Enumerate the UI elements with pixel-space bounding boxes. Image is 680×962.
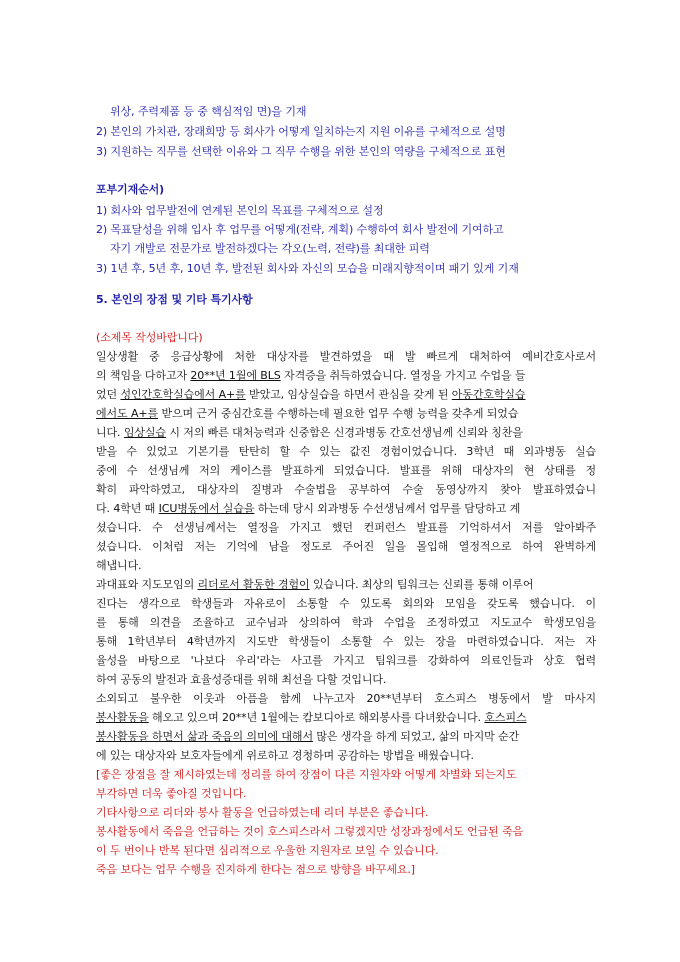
feedback-line: 봉사활동에서 죽음을 언급하는 것이 호스피스라서 그렇겠지만 성장과정에서도 언급된 죽음 [96,825,524,838]
p1-line: 에서도 A+를 받으며 근거 중심간호를 수행하는데 필요한 업무 수행 능력을 갖추게 되었습 [96,407,519,420]
pledge-title: 포부기재순서) [96,183,165,196]
p1-line: 다. 4학년 때 ICU병동에서 실습을 하는데 당시 외과병동 수선생님께서 업무를 담당하고 계 [96,502,521,515]
sec4-item2: 2) 본인의 가치관, 장래희망 등 회사가 어떻게 일치하는지 지원 이유를 구체적으로 설명 [96,125,506,138]
pledge-item3: 3) 1년 후, 5년 후, 10년 후, 발전된 회사와 자신의 모습을 미래지향적이며 패기 있게 기재 [96,262,519,275]
p3-line: 에 있는 대상자와 보호자들에게 위로하고 경청하며 공감하는 방법을 배웠습니다. [96,749,474,762]
p2-line: 를 통해 의견을 조율하고 교수님과 상의하여 학과 수업을 조정하였고 지도교수 학생모임을 [96,616,596,629]
p2-line: 하여 공동의 발전과 효율성증대를 위해 최선을 다할 것입니다. [96,673,387,686]
p1-line: 셨습니다. 이처럼 저는 기억에 남을 정도로 주어진 일을 몰입해 열정적으로 하여 완벽하게 [96,540,596,553]
p1-line: 니다. 임상실습 시 저의 빠른 대처능력과 신중함은 신경과병동 간호선생님께 신뢰와 칭찬을 [96,426,523,439]
sec4-item3: 3) 지원하는 직무를 선택한 이유와 그 직무 수행을 위한 본인의 역량을 구체적으로 표현 [96,145,506,158]
p1-line: 확히 파악하였고, 대상자의 질병과 수술법을 공부하여 수술 동영상까지 찾아 발표하였습니 [96,483,596,496]
feedback-line: [좋은 장점을 잘 제시하였는데 정리를 하여 장점이 다른 지원자와 어떻게 차별화 되는지도 [96,768,517,781]
sec5-title: 5. 본인의 장점 및 기타 특기사항 [96,293,253,306]
sec5-subtitle: (소제목 작성바랍니다) [96,331,203,344]
pledge-item1: 1) 회사와 업무발전에 연계된 본인의 목표를 구체적으로 설정 [96,204,384,217]
p2-line: 율성을 바탕으로 '나보다 우리'라는 사고를 가지고 팀워크를 강화하여 의료인들과 상호 협력 [96,654,596,667]
p2-line: 진다는 생각으로 학생들과 자유로이 소통할 수 있도록 회의와 모임을 갖도록 했습니다. 이 [96,597,596,610]
p3-line: 봉사활동을 해오고 있으며 20**년 1월에는 캄보디아로 해외봉사를 다녀왔습니다. 호스피스 [96,711,527,724]
p2-line: 과대표와 지도모임의 리더로서 활동한 경험이 있습니다. 최상의 팀워크는 신뢰를 통해 이루어 [96,578,534,591]
feedback-line: 부각하면 더욱 좋아질 것입니다. [96,787,247,800]
p1-line: 받을 수 있었고 기본기를 탄탄히 할 수 있는 값진 경험이었습니다. 3학년 때 외과병동 실습 [96,445,596,458]
pledge-item2-continued: 자기 개발로 전문가로 발전하겠다는 각오(노력, 전략)를 최대한 피력 [110,242,430,255]
p3-line: 소외되고 불우한 이웃과 아픔을 함께 나누고자 20**년부터 호스피스 병동에서 발 마사지 [96,692,596,705]
p3-line: 봉사활동을 하면서 삶과 죽음의 의미에 대해서 많은 생각을 하게 되었고, 삶의 마지막 순간 [96,730,520,743]
feedback-line: 이 두 번이나 반복 된다면 심리적으로 우울한 지원자로 보일 수 있습니다. [96,844,439,857]
p1-line: 해냅니다. [96,559,142,572]
p1-line: 었던 성인간호학실습에서 A+를 받았고, 임상실습을 하면서 관심을 갖게 된 아동간호학실습 [96,388,526,401]
p1-line: 일상생활 중 응급상황에 처한 대상자를 발견하였을 때 발 빠르게 대처하여 예비간호사로서 [96,350,596,363]
feedback-line: 기타사항으로 리더와 봉사 활동을 언급하였는데 리더 부분은 좋습니다. [96,806,429,819]
p1-line: 중에 수 선생님께 저의 케이스를 발표하게 되었습니다. 발표를 위해 대상자의 현 상태를 정 [96,464,596,477]
p2-line: 통해 1학년부터 4학년까지 지도반 학생들이 소통할 수 있는 장을 마련하였습니다. 저는 자 [96,635,596,648]
feedback-line: 죽음 보다는 업무 수행을 진지하게 한다는 점으로 방향을 바꾸세요.] [96,863,415,876]
p1-line: 셨습니다. 수 선생님께서는 열정을 가지고 했던 컨퍼런스 발표를 기억하셔서 저를 알아봐주 [96,521,596,534]
sec4-item1-continued: 위상, 주력제품 등 중 핵심적임 면)을 기재 [110,105,307,118]
pledge-item2: 2) 목표달성을 위해 입사 후 업무를 어떻게(전략, 계획) 수행하여 회사 발전에 기여하고 [96,223,504,236]
p1-line: 의 책임을 다하고자 20**년 1월에 BLS 자격증을 취득하였습니다. 열정을 가지고 수업을 들 [96,369,526,382]
